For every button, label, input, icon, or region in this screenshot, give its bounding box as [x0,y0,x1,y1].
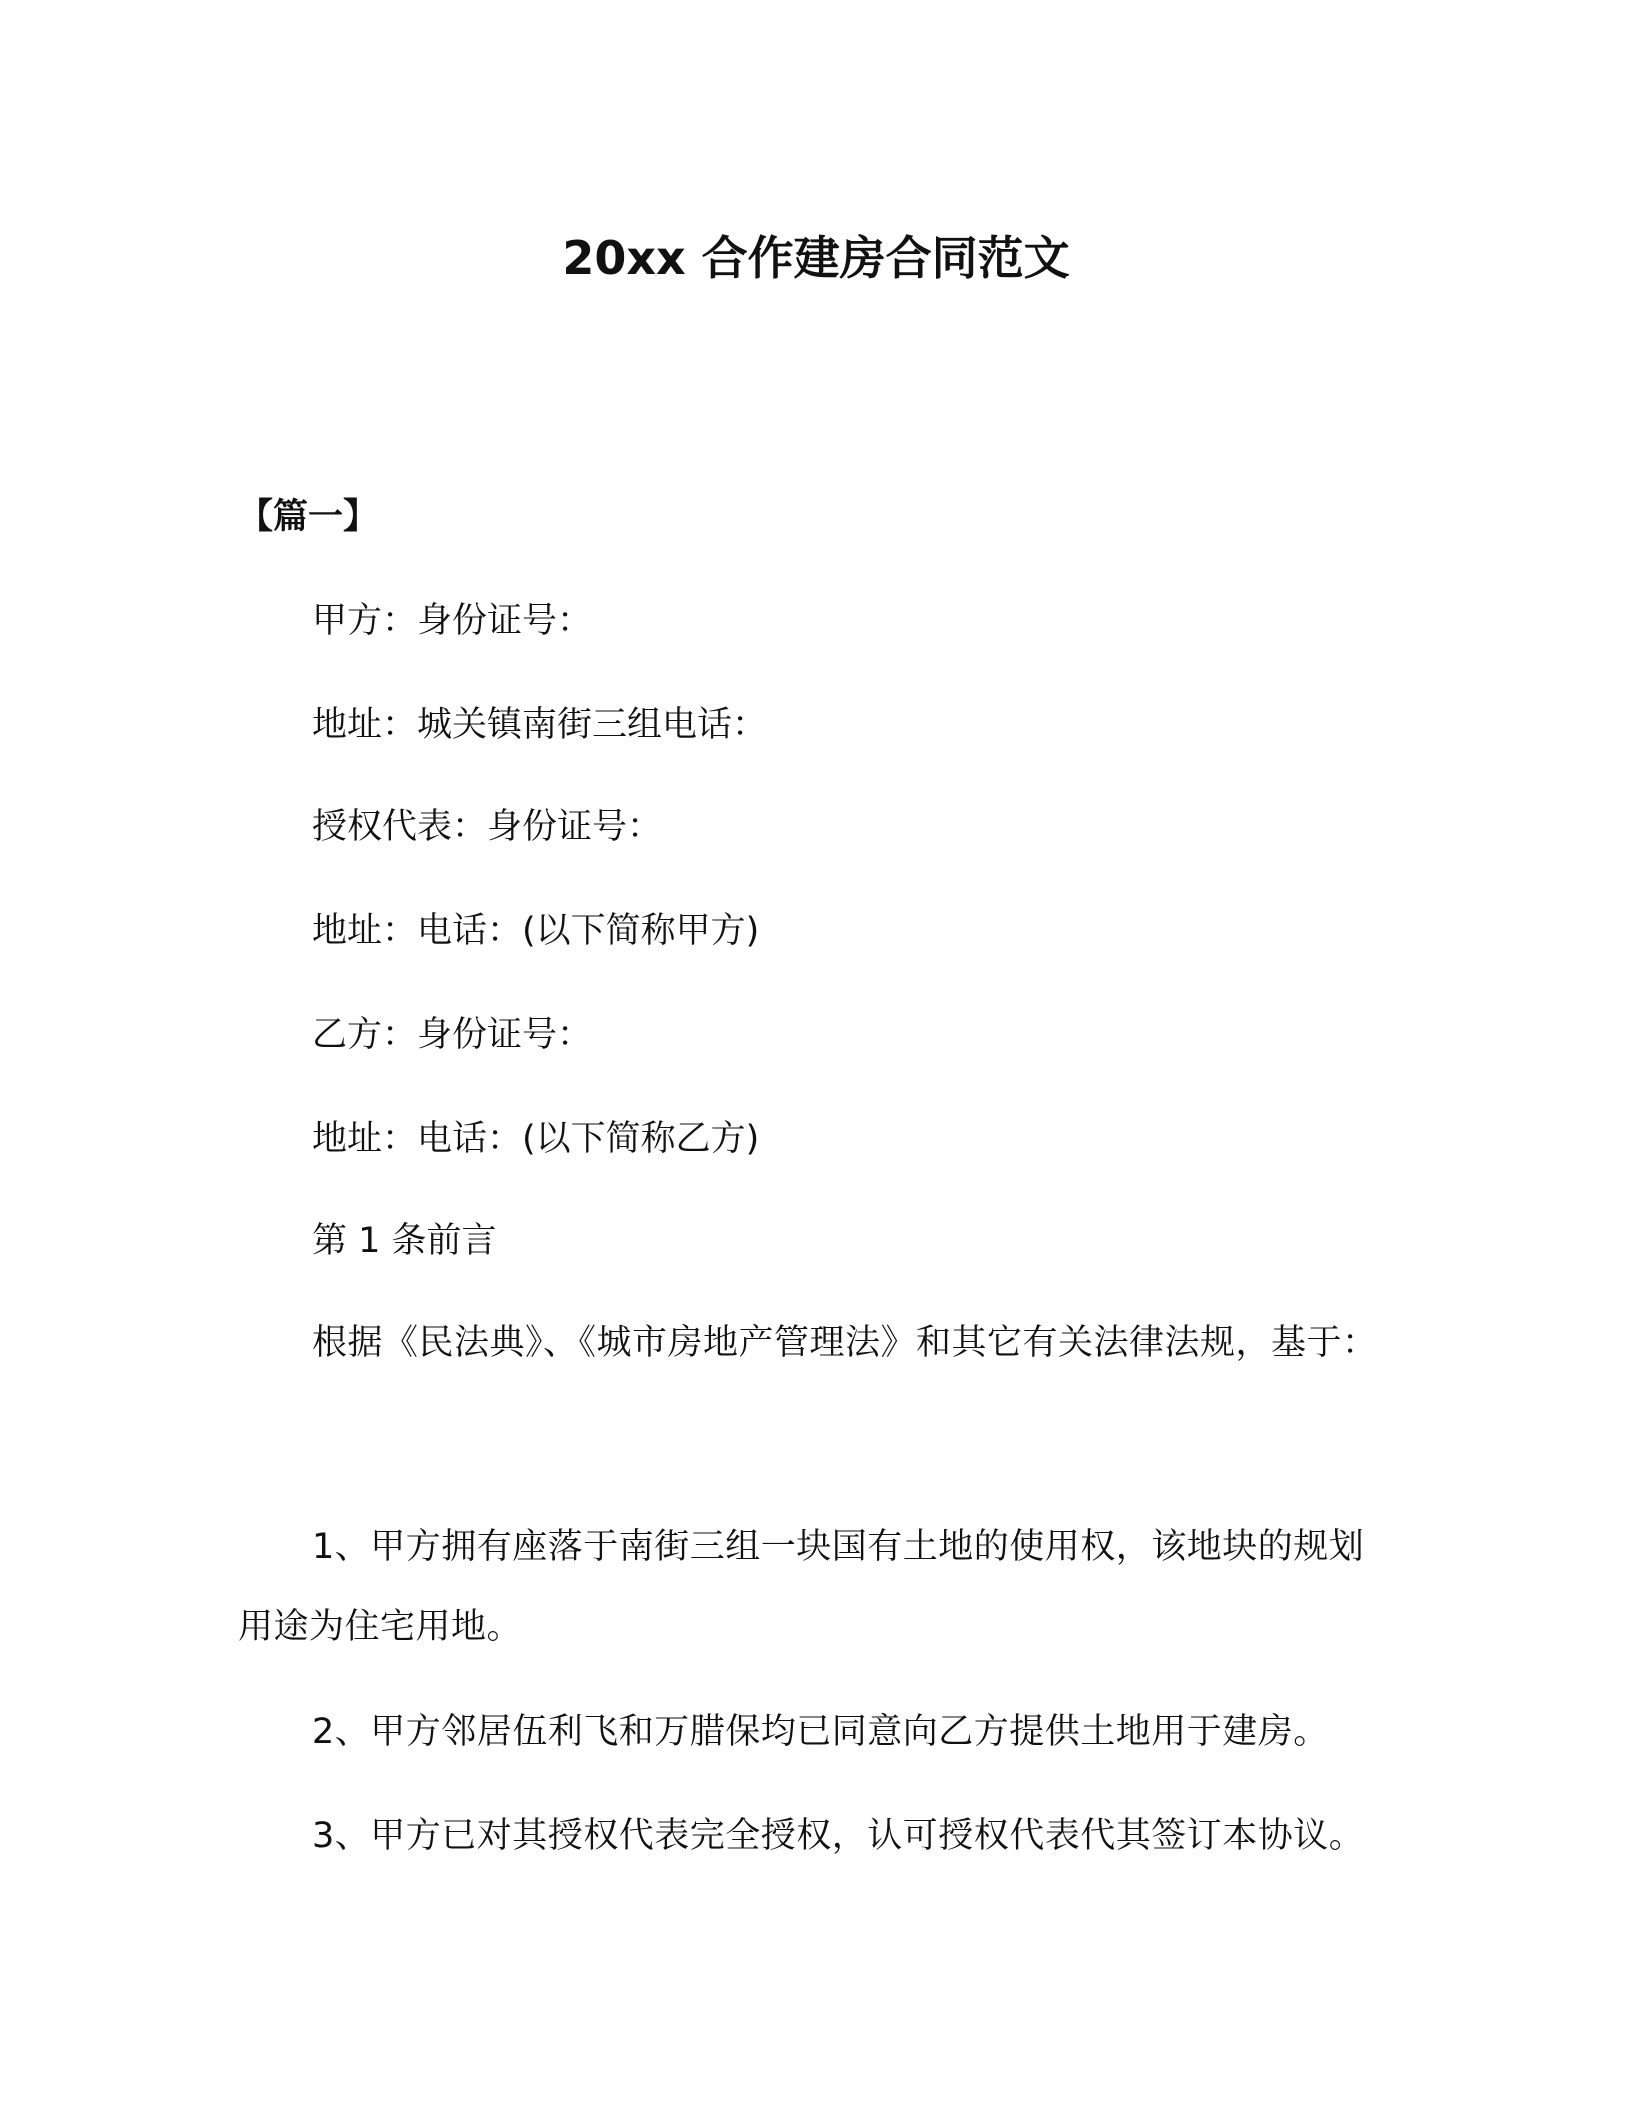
clause-3-paragraph: 3、甲方已对其授权代表完全授权，认可授权代表代其签订本协议。 [312,1816,1365,1856]
article-1-heading: 第 1 条前言 [312,1221,497,1261]
clause-2-paragraph: 2、甲方邻居伍利飞和万腊保均已同意向乙方提供土地用于建房。 [312,1712,1329,1752]
preamble-paragraph: 根据《民法典》、《城市房地产管理法》和其它有关法律法规，基于： [312,1323,1378,1363]
party-a-id-line: 甲方：身份证号： [312,601,593,641]
party-a-address-line: 地址：城关镇南街三组电话： [312,705,768,745]
section-heading: 【篇一】 [238,497,379,537]
clause-1-paragraph: 1、甲方拥有座落于南街三组一块国有土地的使用权，该地块的规划用途为住宅用地。 [238,1527,1365,1647]
party-b-contact-line: 地址：电话：(以下简称乙方) [312,1119,760,1159]
authorized-rep-id-line: 授权代表：身份证号： [312,807,663,847]
document-title: 20xx 合作建房合同范文 [562,231,1070,285]
party-a-contact-line: 地址：电话：(以下简称甲方) [312,911,760,951]
party-b-id-line: 乙方：身份证号： [312,1015,593,1055]
